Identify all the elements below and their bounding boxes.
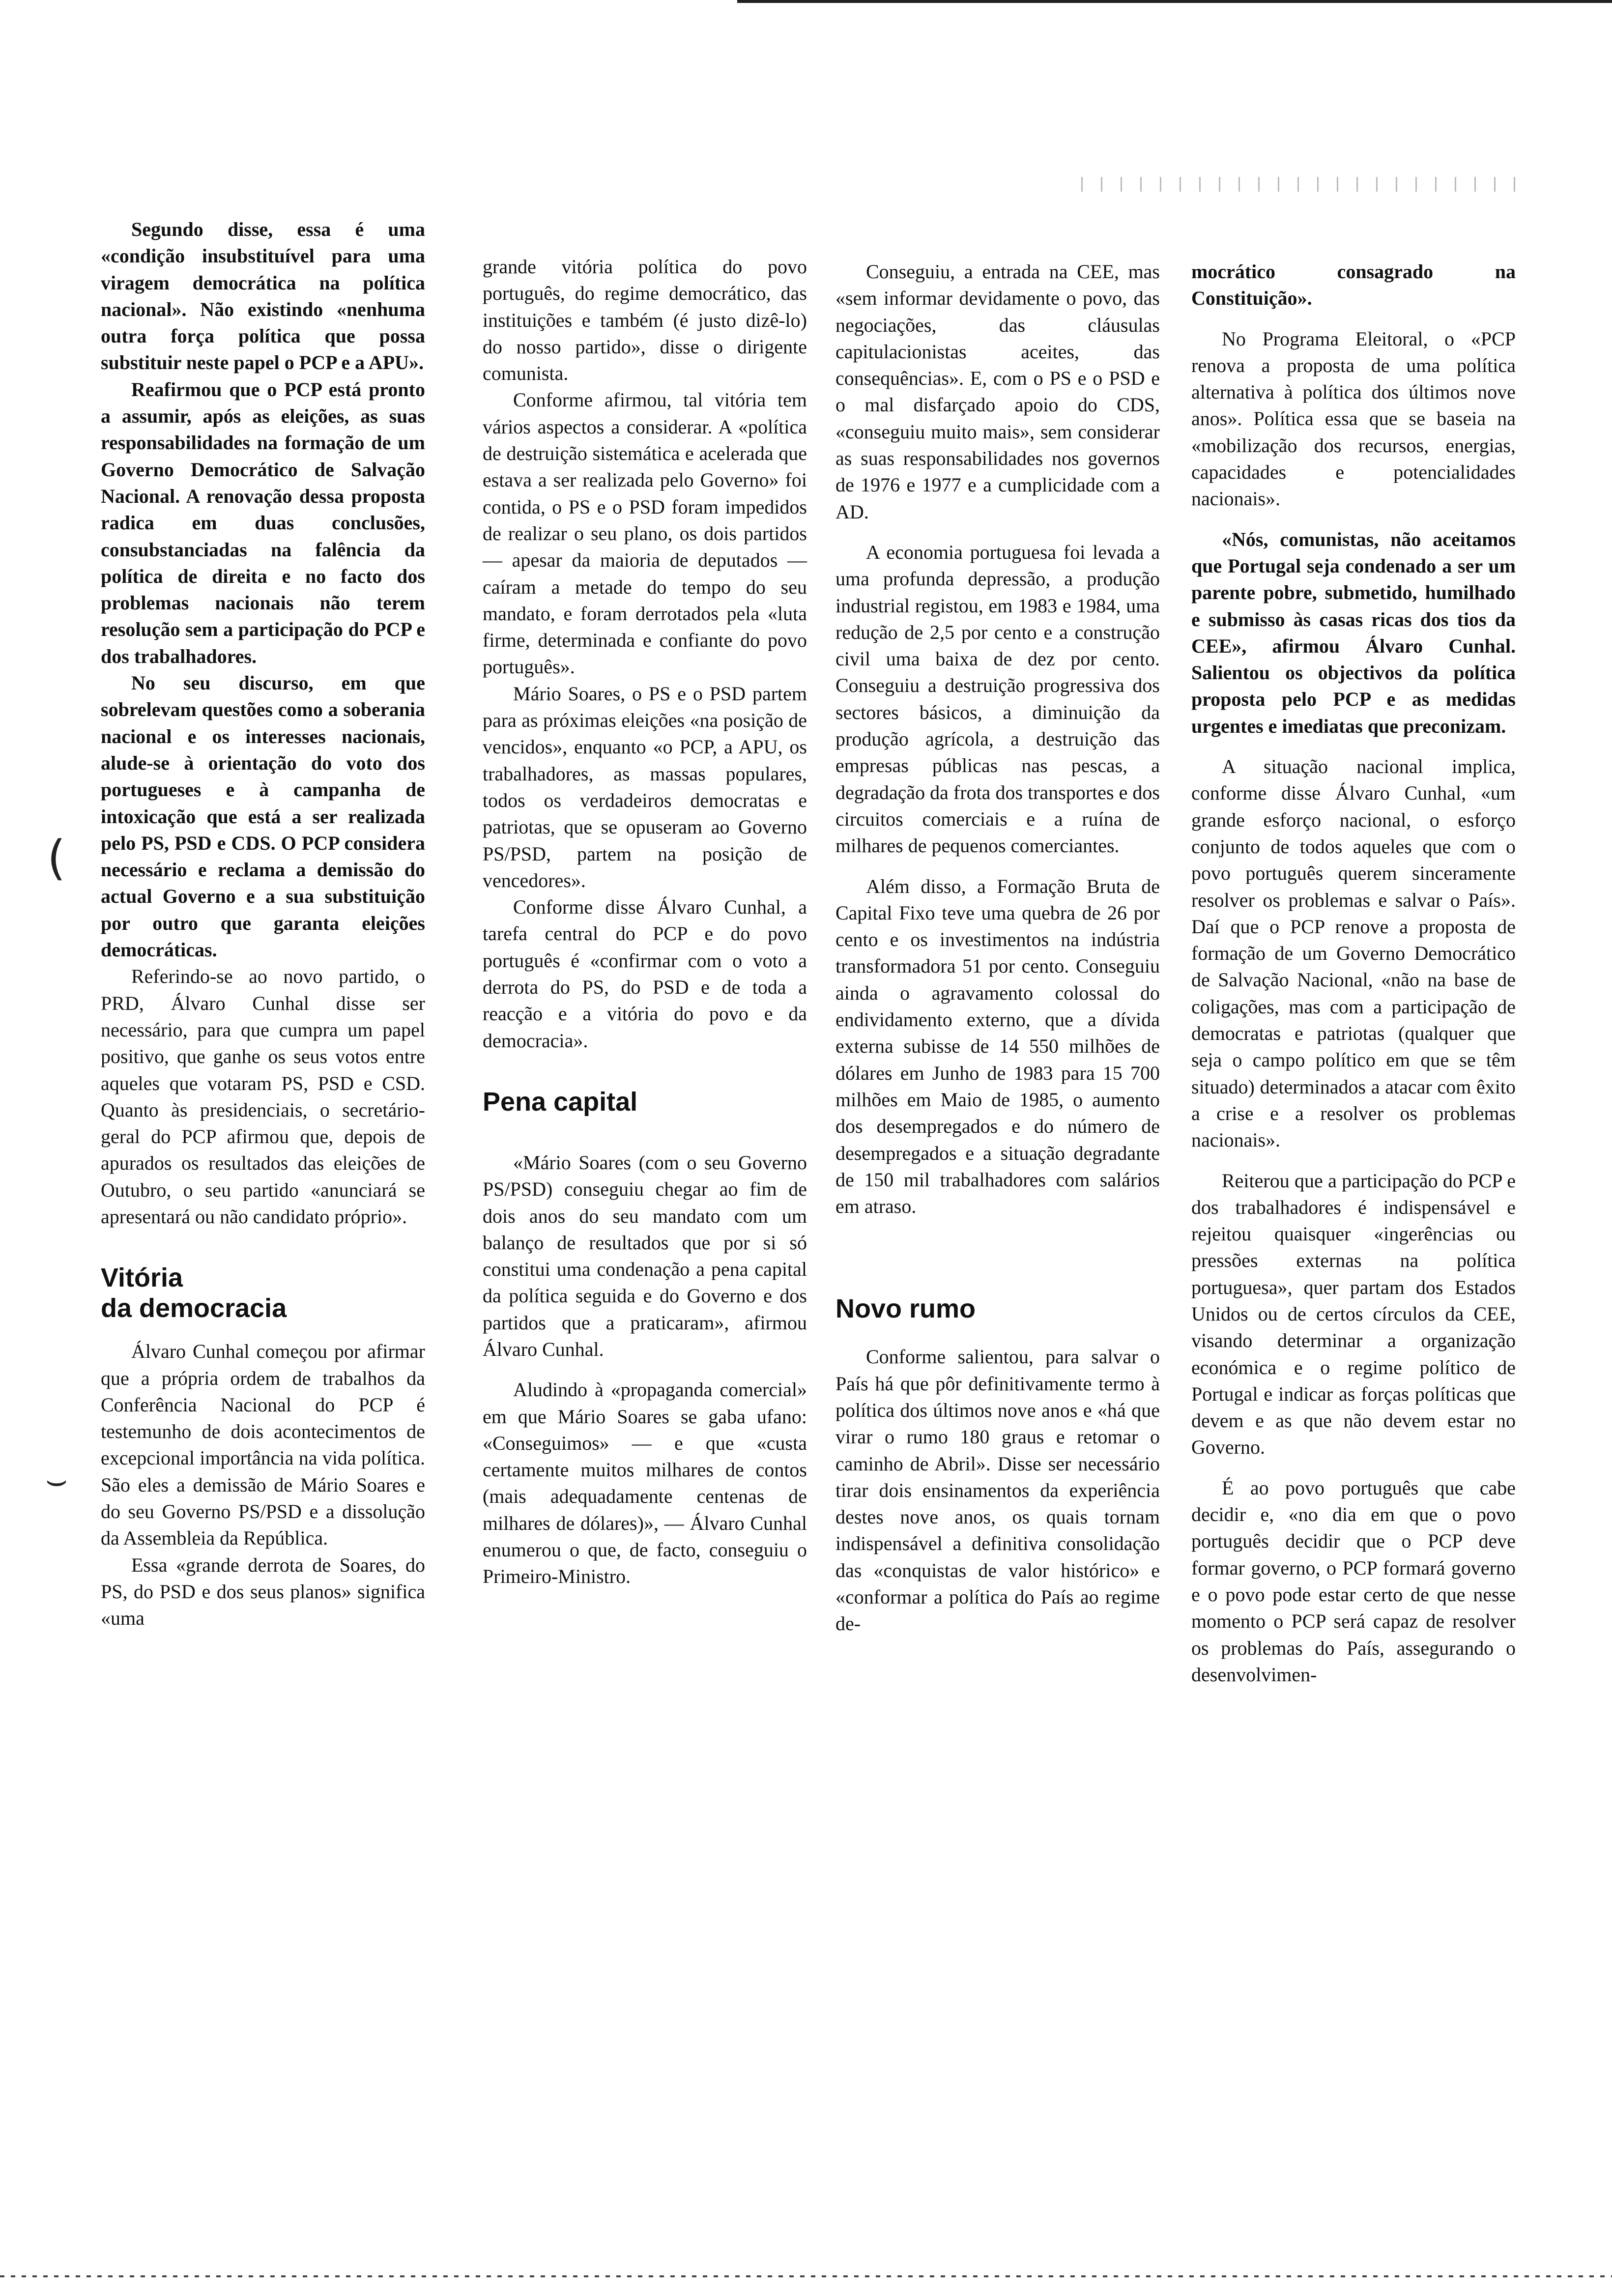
paragraph: Conforme salientou, para salvar o País há que pôr definitivamente termo à política dos últimos nove anos e «há que virar o rumo 180 graus e retomar o caminho de Abril». Disse ser necessário tirar dois ensinamentos da experiência destes nove anos, os quais tornam indispensável a definitiva consolidação das «conquistas de valor histórico» e «conformar a política do País ao regime de- [835,1346,1160,1635]
margin-mark: ( [47,831,66,886]
paragraph: Essa «grande derrota de Soares, do PS, do PSD e dos seus planos» significa «uma [101,1553,425,1630]
paragraph: A economia portuguesa foi levada a uma profunda depressão, a produção industrial registou, em 1983 e 1984, uma redução de 2,5 por cento e a construção civil uma baixa de dez por cento. Conseguiu a destruição progressiva dos sectores básicos, a diminuição da produção agrícola, a destruição das empresas públicas nas pescas, a degradação da frota dos transportes e dos circuitos comerciais e a ruína de milhares de pequenos comerciantes. [835,541,1160,857]
paragraph: Aludindo à «propaganda comercial» em que Mário Soares se gaba ufano: «Conseguimos» — e que «custa certamente muitos milhares de contos (mais adequadamente centenas de milhares de dólares)», — Álvaro Cunhal enumerou o que, de facto, conseguiu o Primeiro-Ministro. [483,1378,807,1588]
paragraph: Reiterou que a participação do PCP e dos trabalhadores é indispensável e rejeitou quaisquer «ingerências ou pressões externas na política portuguesa», quer partam dos Estados Unidos ou de certos círculos da CEE, visando determinar a organização económica e o regime político de Portugal e indicar as forças políticas que devem e as que não devem estar no Governo. [1191,1169,1516,1459]
article-column-1 [101,216,425,1632]
paragraph: mocrático consagrado na Constituição». [1191,260,1516,310]
section-heading-pena-capital: Pena capital [483,1087,638,1117]
paragraph: Referindo-se ao novo partido, o PRD, Álvaro Cunhal disse ser necessário, para que cumpra um papel positivo, que ganhe os seus votos entre aqueles que votaram PS, PSD e CSD. Quanto às presidenciais, o secretário-geral do PCP afirmou que, depois de apurados os resultados das eleições de Outubro, o seu partido «anunciará se apresentará ou não candidato próprio». [101,965,425,1228]
paragraph: Segundo disse, essa é uma «condição insubstituível para uma viragem democrática na política nacional». Não existindo «nenhuma outra força política que possa substituir neste papel o PCP e a APU». [101,218,425,374]
section-heading-novo-rumo: Novo rumo [835,1294,976,1324]
paragraph: «Nós, comunistas, não aceitamos que Portugal seja condenado a ser um parente pobre, submetido, humilhado e submisso às casas ricas dos tios da CEE», afirmou Álvaro Cunhal. Salientou os objectivos da política proposta pelo PCP e as medidas urgentes e imediatas que preconizam. [1191,528,1516,737]
paragraph: No seu discurso, em que sobrelevam questões como a soberania nacional e os interesses nacionais, alude-se à orientação do voto dos portugueses e à campanha de intoxicação que está a ser realizada pelo PS, PSD e CDS. O PCP considera necessário e reclama a demissão do actual Governo e a sua substituição por outro que garanta eleições democráticas. [101,672,425,961]
paragraph: grande vitória política do povo português, do regime democrático, das instituições e também (é justo dizê-lo) do nosso partido», disse o dirigente comunista. [483,256,807,385]
paragraph: É ao povo português que cabe decidir e, «no dia em que o povo português decidir que o PCP deve formar governo, o PCP formará governo e o povo pode estar certo de que nesse momento o PCP será capaz de resolver os problemas do País, assegurando o desenvolvimen- [1191,1476,1516,1686]
paragraph: Mário Soares, o PS e o PSD partem para as próximas eleições «na posição de vencidos», enquanto «o PCP, a APU, os trabalhadores, as massas populares, todos os verdadeiros democratas e patriotas, que se opuseram ao Governo PS/PSD, partem na posição de vencedores». [483,682,807,891]
article-column-4 [1191,258,1516,1688]
article-column-2 [483,254,807,1590]
paragraph: Além disso, a Formação Bruta de Capital Fixo teve uma quebra de 26 por cento e os investimentos na indústria transformadora 51 por cento. Conseguiu ainda o agravamento colossal do endividamento externo, que a dívida externa subisse de 14 550 milhões de dólares em Junho de 1983 para 15 700 milhões em Maio de 1985, o aumento dos desempregados e do número de desempregados e a situação degradante de 150 mil trabalhadores com salários em atraso. [835,875,1160,1218]
paragraph: No Programa Eleitoral, o «PCP renova a proposta de uma política alternativa à política dos últimos nove anos». Política essa que se baseia na «mobilização dos recursos, energias, capacidades e potencialidades nacionais». [1191,327,1516,510]
paragraph: Conseguiu, a entrada na CEE, mas «sem informar devidamente o povo, das negociações, das cláusulas capitulacionistas aceites, das consequências». E, com o PS e o PSD e o mal disfarçado apoio do CDS, «conseguiu muito mais», sem considerar as suas responsabilidades nos governos de 1976 e 1977 e a cumplicidade com a AD. [835,260,1160,523]
top-edge-rule [737,0,1612,3]
paragraph: Conforme afirmou, tal vitória tem vários aspectos a considerar. A «política de destruição sistemática e acelerada que estava a ser realizada pelo Governo» foi contida, o PS e o PSD foram impedidos de realizar o seu plano, os dois partidos — apesar da maioria de deputados — caíram a metade do tempo do seu mandato, e foram derrotados pela «luta firme, determinada e confiante do povo português». [483,389,807,678]
print-noise [1081,177,1524,192]
paragraph: «Mário Soares (com o seu Governo PS/PSD) conseguiu chegar ao fim de dois anos do seu mandato com um balanço de resultados que por si só constitui uma condenação a pena capital da política seguida e do Governo e dos partidos que a praticaram», afirmou Álvaro Cunhal. [483,1151,807,1360]
paragraph: A situação nacional implica, conforme disse Álvaro Cunhal, «um grande esforço nacional, o esforço conjunto de todos aqueles que com o povo português querem sinceramente resolver os problemas e salvar o País». Daí que o PCP renove a proposta de formação de um Governo Democrático de Salvação Nacional, «não na base de coligações, mas com a participação de democratas e patriotas (qualquer que seja o campo político em que se têm situado) determinados a atacar com êxito a crise e a resolver os problemas nacionais». [1191,755,1516,1151]
paragraph: Reafirmou que o PCP está pronto a assumir, após as eleições, as suas responsabilidades na formação de um Governo Democrático de Salvação Nacional. A renovação dessa proposta radica em duas conclusões, consubstanciadas na falência da política de direita e no facto dos problemas nacionais não terem resolução sem a participação do PCP e dos trabalhadores. [101,378,425,667]
article-column-3 [835,258,1160,1637]
paragraph: Conforme disse Álvaro Cunhal, a tarefa central do PCP e do povo português é «confirmar com o voto a derrota do PS, do PSD e de toda a reacção e a vitória do povo e da democracia». [483,896,807,1052]
margin-mark: ⌣ [45,1460,68,1500]
section-heading-vitoria: Vitória da democracia [101,1263,287,1323]
paragraph: Álvaro Cunhal começou por afirmar que a própria ordem de trabalhos da Conferência Nacional do PCP é testemunho de dois acontecimentos de excepcional importância na vida política. São eles a demissão de Mário Soares e do seu Governo PS/PSD e a dissolução da Assembleia da República. [101,1340,425,1550]
bottom-edge-noise [0,2275,1612,2277]
